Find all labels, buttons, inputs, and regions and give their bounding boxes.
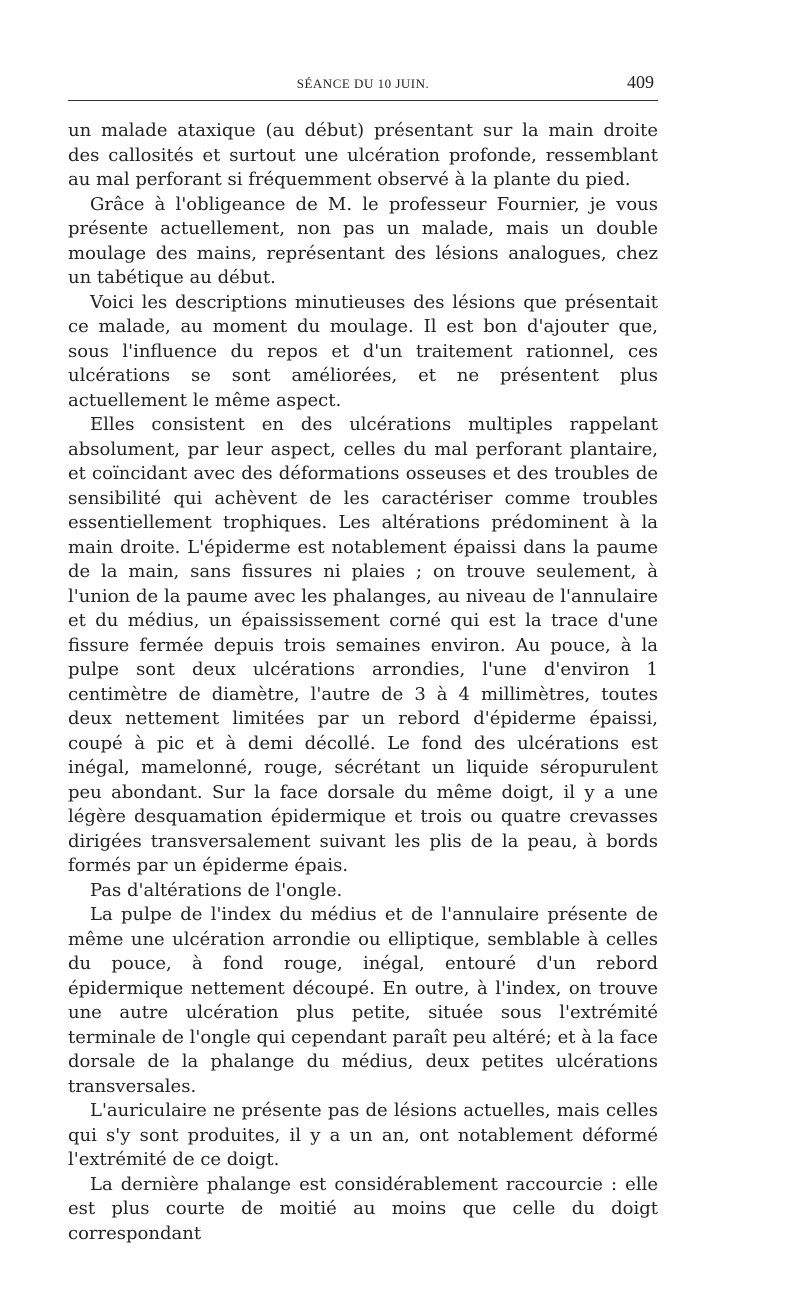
running-head: SÉANCE DU 10 JUIN. xyxy=(296,76,430,91)
paragraph: L'auriculaire ne présente pas de lésions actuelles, mais celles qui s'y sont produites, il y a un an, ont notablement déformé l'extrémité de ce doigt. xyxy=(68,1100,658,1170)
book-page xyxy=(68,70,658,1246)
paragraph: Voici les descriptions minutieuses des lésions que présentait ce malade, au moment du moulage. Il est bon d'ajouter que, sous l'influence du repos et d'un traitement rationnel, ces ulcérations se sont améliorées, et ne présentent plus actuellement le même aspect. xyxy=(68,291,658,411)
body-text xyxy=(68,119,658,1246)
paragraph: La pulpe de l'index du médius et de l'annulaire présente de même une ulcération arrondie ou elliptique, semblable à celles du pouce, à fond rouge, inégal, entouré d'un rebord épidermique nettement découpé. En outre, à l'index, on trouve une autre ulcération plus petite, située sous l'extrémité terminale de l'ongle qui cependant paraît peu altéré; et à la face dorsale de la phalange du médius, deux petites ulcérations transversales. xyxy=(68,904,658,1097)
paragraph: Grâce à l'obligeance de M. le professeur Fournier, je vous présente actuellement, non pas un malade, mais un double moulage des mains, représentant des lésions analogues, chez un tabétique au début. xyxy=(68,193,658,288)
paragraph: La dernière phalange est considérablement raccourcie : elle est plus courte de moitié au moins que celle du doigt correspondant xyxy=(68,1173,658,1244)
paragraph: un malade ataxique (au début) présentant sur la main droite des callosités et surtout une ulcération profonde, ressemblant au mal perforant si fréquemment observé à la plante du pied. xyxy=(68,120,658,190)
page-header xyxy=(68,70,658,101)
paragraph: Pas d'altérations de l'ongle. xyxy=(90,879,343,901)
page-number: 409 xyxy=(627,72,654,92)
paragraph: Elles consistent en des ulcérations multiples rappelant absolument, par leur aspect, celles du mal perforant plantaire, et coïncidant avec des déformations osseuses et des troubles de sensibilité qui achèvent de les caractériser comme troubles essentiellement trophiques. Les altérations prédominent à la main droite. L'épiderme est notablement épaissi dans la paume de la main, sans fissures ni plaies ; on trouve seulement, à l'union de la paume avec les phalanges, au niveau de l'annulaire et du médius, un épaississement corné qui est la trace d'une fissure fermée depuis trois semaines environ. Au pouce, à la pulpe sont deux ulcérations arrondies, l'une d'environ 1 centimètre de diamètre, l'autre de 3 à 4 millimètres, toutes deux nettement limitées par un rebord d'épiderme épaissi, coupé à pic et à demi décollé. Le fond des ulcérations est inégal, mamelonné, rouge, sécrétant un liquide séropurulent peu abondant. Sur la face dorsale du même doigt, il y a une légère desquamation épidermique et trois ou quatre crevasses dirigées transversalement suivant les plis de la peau, à bords formés par un épiderme épais. xyxy=(68,414,658,876)
